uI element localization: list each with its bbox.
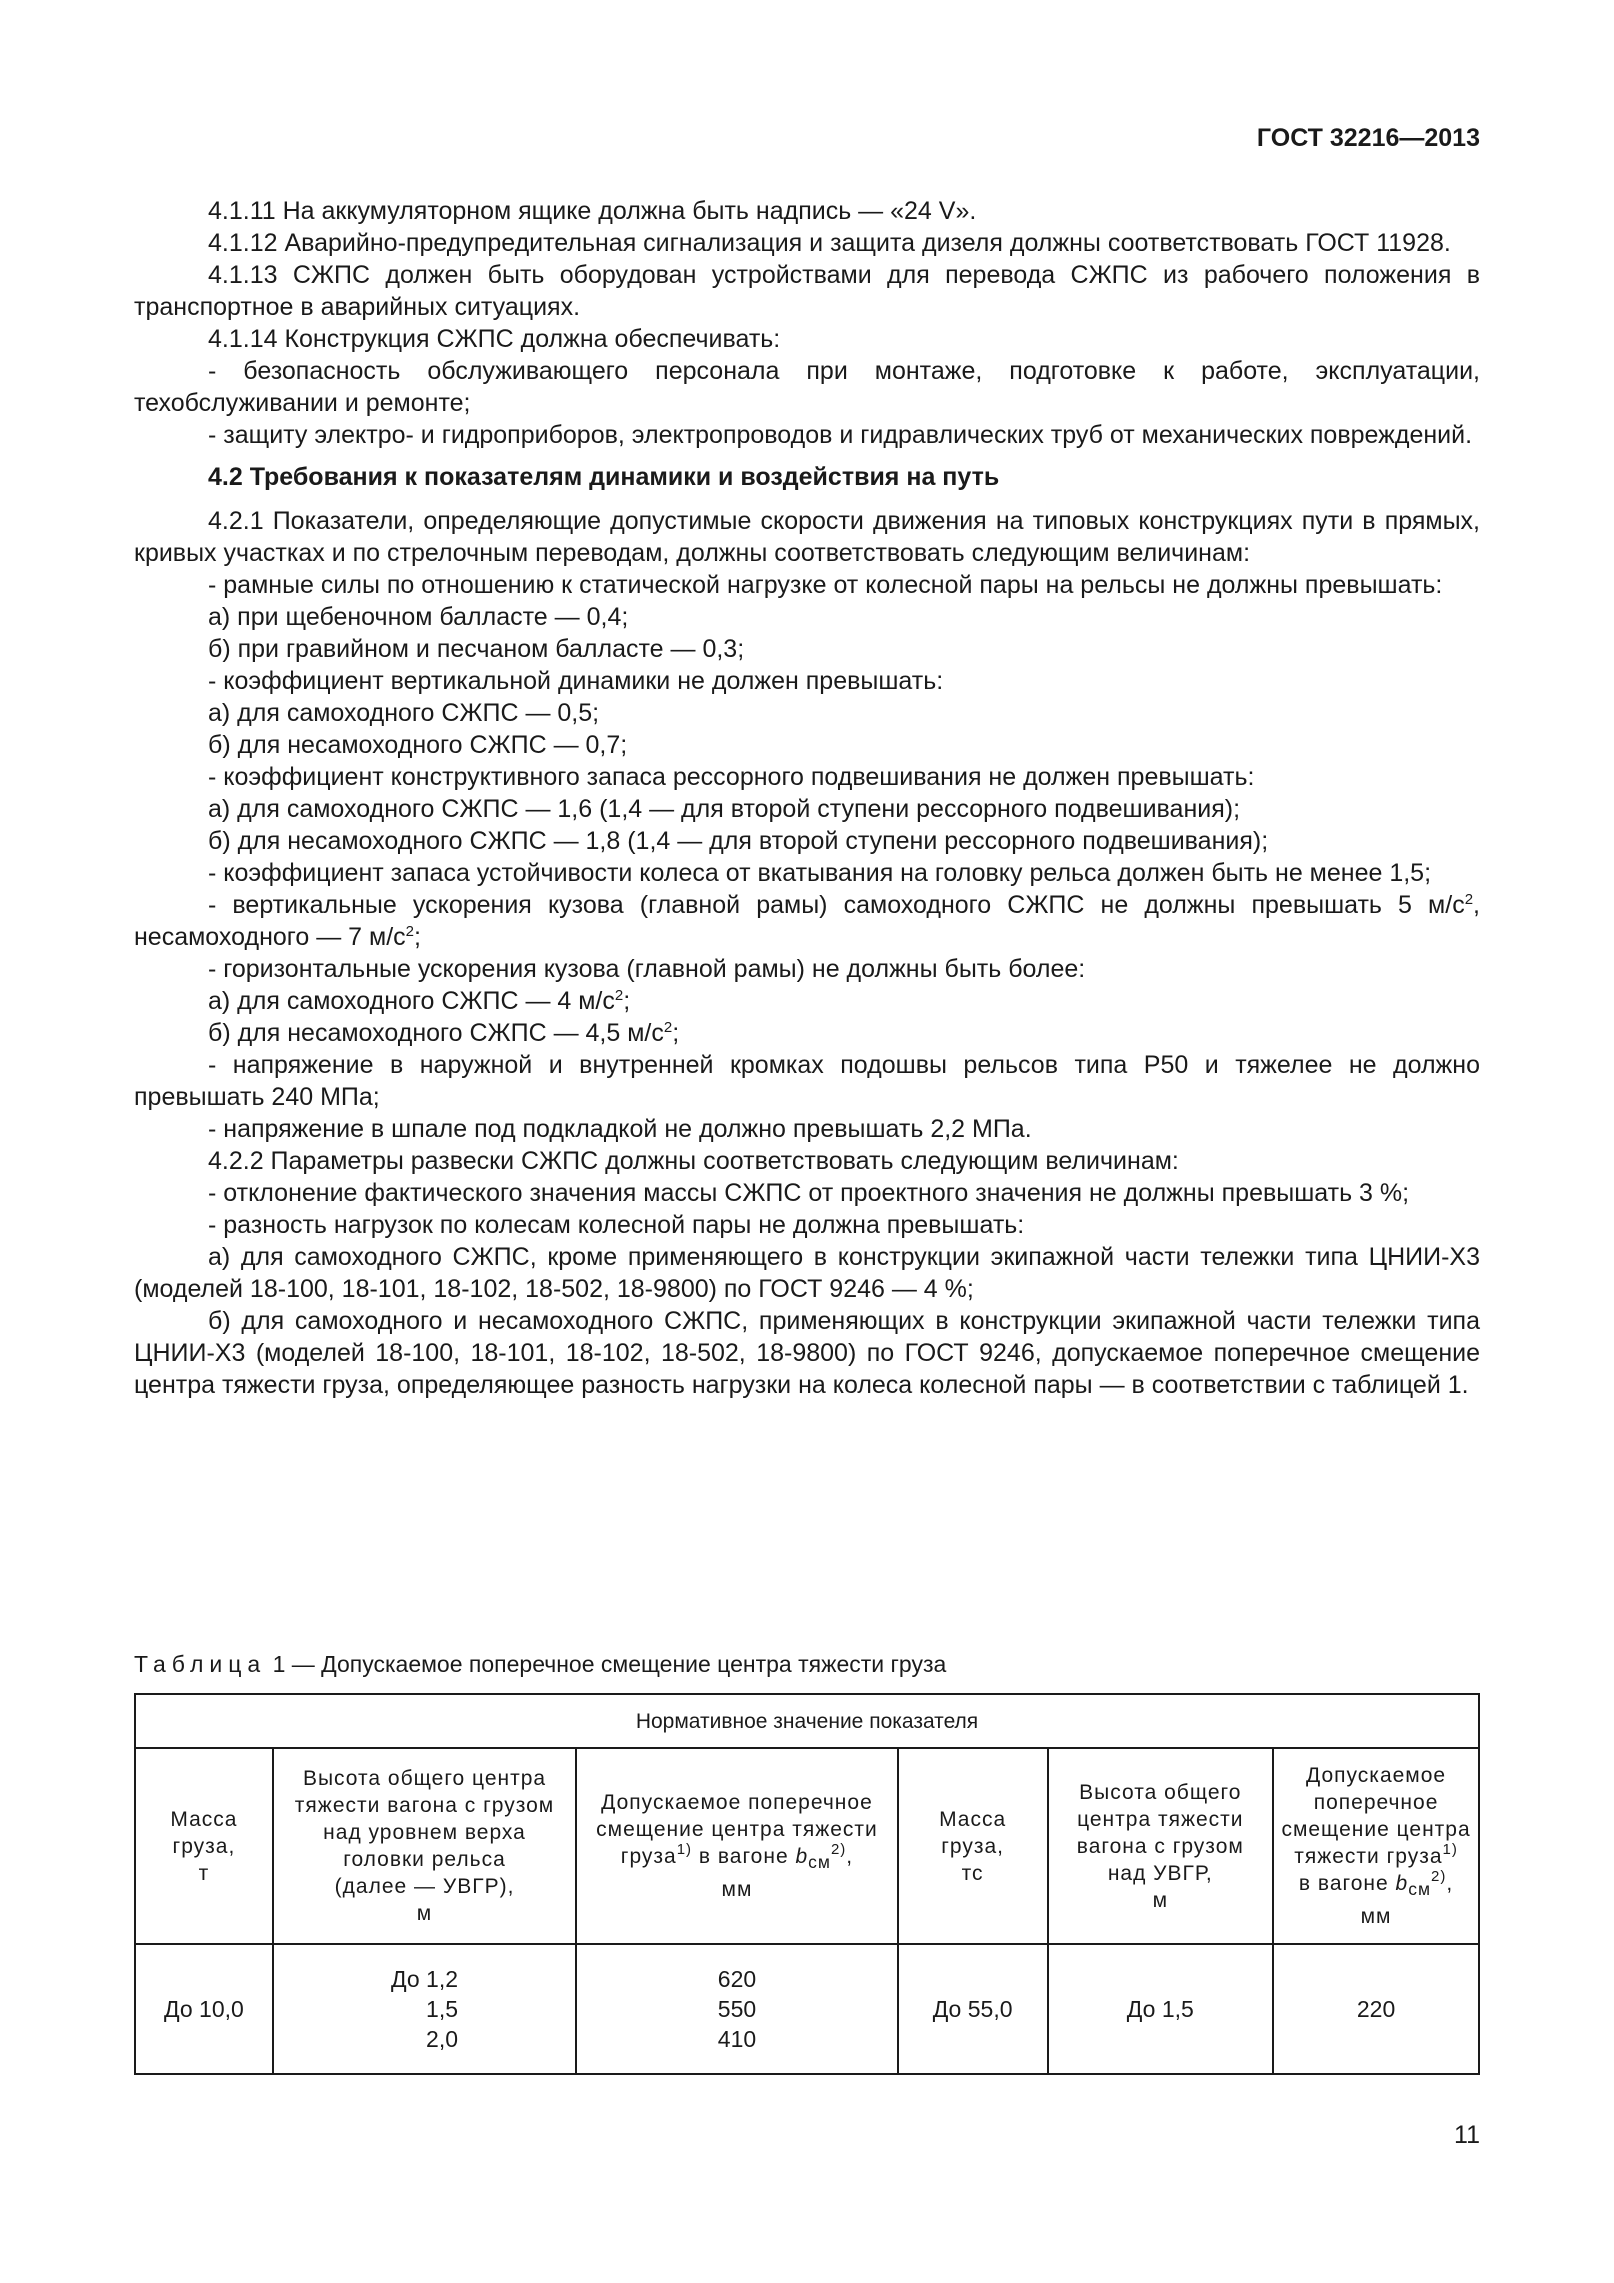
header-line: центра тяжести xyxy=(1077,1807,1244,1831)
header-line: над уровнем верха xyxy=(323,1821,526,1844)
subscript: см xyxy=(808,1852,831,1873)
table-1 xyxy=(134,1693,1480,2075)
superscript: 2 xyxy=(405,923,414,940)
standard-code-header: ГОСТ 32216—2013 xyxy=(1256,124,1480,152)
symbol-b: b xyxy=(1395,1871,1409,1895)
table-caption-word: Таблица xyxy=(134,1651,267,1677)
superscript: 2 xyxy=(1464,891,1474,908)
header-line: Масса xyxy=(170,1807,238,1831)
header-mass-ts xyxy=(898,1748,1048,1944)
header-line: т xyxy=(198,1861,210,1885)
subscript: см xyxy=(1408,1879,1431,1900)
cell-heights xyxy=(273,1944,576,2074)
list-item-safety: - безопасность обслуживающего персонала при монтаже, подготовке к работе, эксплуатации, техобслуживании и ремонте; xyxy=(134,357,1480,417)
superscript: 2 xyxy=(614,987,624,1004)
header-line: вагона с грузом xyxy=(1076,1834,1244,1858)
cell-line: 1,5 xyxy=(426,1996,459,2022)
list-item-crushed-stone: а) при щебеночном балласте — 0,4; xyxy=(208,603,629,631)
paragraph-4-2-1: 4.2.1 Показатели, определяющие допустимые скорости движения на типовых конструкциях пути в прямых, кривых участках и по стрелочным переводам, должны соответствовать следующим величинам: xyxy=(134,507,1480,567)
table-caption-text: 1 — Допускаемое поперечное смещение центра тяжести груза xyxy=(272,1651,947,1677)
header-height-over-uvgr xyxy=(1048,1748,1274,1944)
table-caption xyxy=(134,1651,946,1678)
header-line: м xyxy=(416,1902,433,1925)
cell-offset-2: 220 xyxy=(1273,1944,1479,2074)
header-line: головки рельса xyxy=(343,1848,506,1871)
header-line: Допускаемое поперечное xyxy=(601,1790,873,1814)
header-line: тс xyxy=(961,1861,984,1885)
list-item-non-self-propelled-vd: б) для несамоходного СЖПС — 0,7; xyxy=(208,731,628,759)
paragraph-4-2-2: 4.2.2 Параметры развески СЖПС должны соответствовать следующим величинам: xyxy=(208,1147,1179,1175)
list-item-non-self-propelled-spring: б) для несамоходного СЖПС — 1,8 (1,4 — для второй ступени рессорного подвешивания); xyxy=(208,827,1269,855)
list-item-sleeper-stress: - напряжение в шпале под подкладкой не должно превышать 2,2 МПа. xyxy=(208,1115,1032,1143)
paragraph-4-1-11: 4.1.11 На аккумуляторном ящике должна быть надпись — «24 V». xyxy=(208,197,977,225)
superscript: 1) xyxy=(676,1840,693,1858)
header-offset-mm xyxy=(576,1748,898,1944)
header-line: мм xyxy=(721,1878,753,1902)
superscript: 2) xyxy=(1430,1867,1447,1885)
list-item-frame-forces: - рамные силы по отношению к статической нагрузке от колесной пары на рельсы не должны превышать: xyxy=(208,571,1443,599)
list-item-cniih3-load: б) для самоходного и несамоходного СЖПС, применяющих в конструкции экипажной части тележки типа ЦНИИ-Х3 (моделей 18-100, 18-101, 18-102, 18-502, 18-9800) по ГОСТ 9246, допускаемое поперечное смещение центра тяжести груза, определяющее разность нагрузки на колеса колесной пары — в соответствии с таблицей 1. xyxy=(134,1307,1480,1399)
section-heading-4-2: 4.2 Требования к показателям динамики и воздействия на путь xyxy=(208,463,1000,491)
symbol-b: b xyxy=(795,1844,809,1868)
cell-mass-t: До 10,0 xyxy=(135,1944,273,2074)
list-item-self-propelled-ha xyxy=(134,985,1480,1017)
header-line: смещение центра тяжести xyxy=(596,1817,878,1841)
body-text xyxy=(134,195,1480,1401)
superscript: 1) xyxy=(1442,1840,1458,1858)
list-item-non-self-propelled-ha xyxy=(134,1017,1480,1049)
cell-line: До 1,2 xyxy=(391,1966,459,1992)
text-run: а) для самоходного СЖПС — 4 м/с xyxy=(208,987,615,1015)
header-line: Допускаемое xyxy=(1306,1763,1447,1787)
text-run: ; xyxy=(623,987,631,1015)
header-line: м xyxy=(1152,1888,1169,1912)
superscript: 2 xyxy=(663,1019,673,1036)
header-line: мм xyxy=(1360,1905,1392,1929)
table-group-header: Нормативное значение показателя xyxy=(135,1694,1479,1748)
header-line xyxy=(583,1840,891,1876)
list-item-vertical-acceleration xyxy=(134,889,1480,953)
text-run: тяжести груза xyxy=(1294,1844,1443,1868)
list-item-gravel: б) при гравийном и песчаном балласте — 0,3; xyxy=(208,635,745,663)
text-run: в вагоне xyxy=(1298,1871,1396,1895)
list-item-horizontal-acceleration: - горизонтальные ускорения кузова (главной рамы) не должны быть более: xyxy=(208,955,1086,983)
cell-height-2: До 1,5 xyxy=(1048,1944,1274,2074)
text-run: - вертикальные ускорения кузова (главной рамы) самоходного СЖПС не должны превышать 5 м/с xyxy=(208,891,1465,919)
heights-stack xyxy=(391,1964,458,2054)
list-item-spring-reserve: - коэффициент конструктивного запаса рессорного подвешивания не должен превышать: xyxy=(208,763,1255,791)
list-item-stability-reserve: - коэффициент запаса устойчивости колеса от вкатывания на головку рельса должен быть не менее 1,5; xyxy=(208,859,1432,887)
text-run: ; xyxy=(672,1019,680,1047)
paragraph-4-1-13: 4.1.13 СЖПС должен быть оборудован устройствами для перевода СЖПС из рабочего положения в транспортное в аварийных ситуациях. xyxy=(134,261,1480,321)
cell-line: 410 xyxy=(717,2026,757,2052)
cell-line: 2,0 xyxy=(426,2026,459,2052)
header-line xyxy=(1280,1867,1472,1903)
header-line: груза, xyxy=(172,1834,236,1858)
list-item-protection: - защиту электро- и гидроприборов, электропроводов и гидравлических труб от механических повреждений. xyxy=(208,421,1473,449)
cell-mass-ts: До 55,0 xyxy=(898,1944,1048,2074)
header-line: над УВГР, xyxy=(1107,1861,1213,1885)
list-item-self-propelled-spring: а) для самоходного СЖПС — 1,6 (1,4 — для второй ступени рессорного подвешивания); xyxy=(208,795,1241,823)
header-line: тяжести вагона с грузом xyxy=(294,1794,555,1817)
text-run: б) для несамоходного СЖПС — 4,5 м/с xyxy=(208,1019,664,1047)
header-height-uvgr xyxy=(273,1748,576,1944)
text-run: , несамоходного — 7 м/с xyxy=(134,891,1480,951)
text-run: в вагоне xyxy=(692,1844,796,1868)
text-run: ; xyxy=(414,923,421,951)
header-mass-t xyxy=(135,1748,273,1944)
superscript: 2) xyxy=(830,1840,847,1858)
cell-line: 620 xyxy=(717,1966,757,1992)
paragraph-4-1-14: 4.1.14 Конструкция СЖПС должна обеспечивать: xyxy=(208,325,781,353)
header-line xyxy=(1280,1840,1472,1870)
header-line: Высота общего xyxy=(1079,1780,1242,1804)
page-number: 11 xyxy=(1454,2121,1480,2149)
header-line: Высота общего центра xyxy=(302,1767,547,1790)
cell-offsets xyxy=(576,1944,898,2074)
list-item-load-difference: - разность нагрузок по колесам колесной пары не должна превышать: xyxy=(208,1211,1025,1239)
header-line: (далее — УВГР), xyxy=(334,1875,515,1898)
paragraph-4-1-12: 4.1.12 Аварийно-предупредительная сигнализация и защита дизеля должны соответствовать ГОСТ 11928. xyxy=(208,229,1451,257)
cell-line: 550 xyxy=(717,1996,757,2022)
list-item-rail-stress: - напряжение в наружной и внутренней кромках подошвы рельсов типа Р50 и тяжелее не должно превышать 240 МПа; xyxy=(134,1051,1480,1111)
header-line: поперечное xyxy=(1313,1790,1439,1814)
header-line: смещение центра xyxy=(1281,1817,1471,1841)
header-offset-in-wagon xyxy=(1273,1748,1479,1944)
list-item-self-propelled-load: а) для самоходного СЖПС, кроме применяющего в конструкции экипажной части тележки типа ЦНИИ-Х3 (моделей 18-100, 18-101, 18-102, 18-502, 18-9800) по ГОСТ 9246 — 4 %; xyxy=(134,1243,1480,1303)
header-line: Масса xyxy=(939,1807,1007,1831)
list-item-vertical-dynamics: - коэффициент вертикальной динамики не должен превышать: xyxy=(208,667,944,695)
header-line: груза, xyxy=(941,1834,1004,1858)
text-run: , xyxy=(1446,1871,1454,1895)
list-item-self-propelled-vd: а) для самоходного СЖПС — 0,5; xyxy=(208,699,600,727)
list-item-mass-deviation: - отклонение фактического значения массы СЖПС от проектного значения не должны превышать 3 %; xyxy=(208,1179,1410,1207)
text-run: , xyxy=(846,1844,854,1868)
text-run: груза xyxy=(620,1844,677,1868)
